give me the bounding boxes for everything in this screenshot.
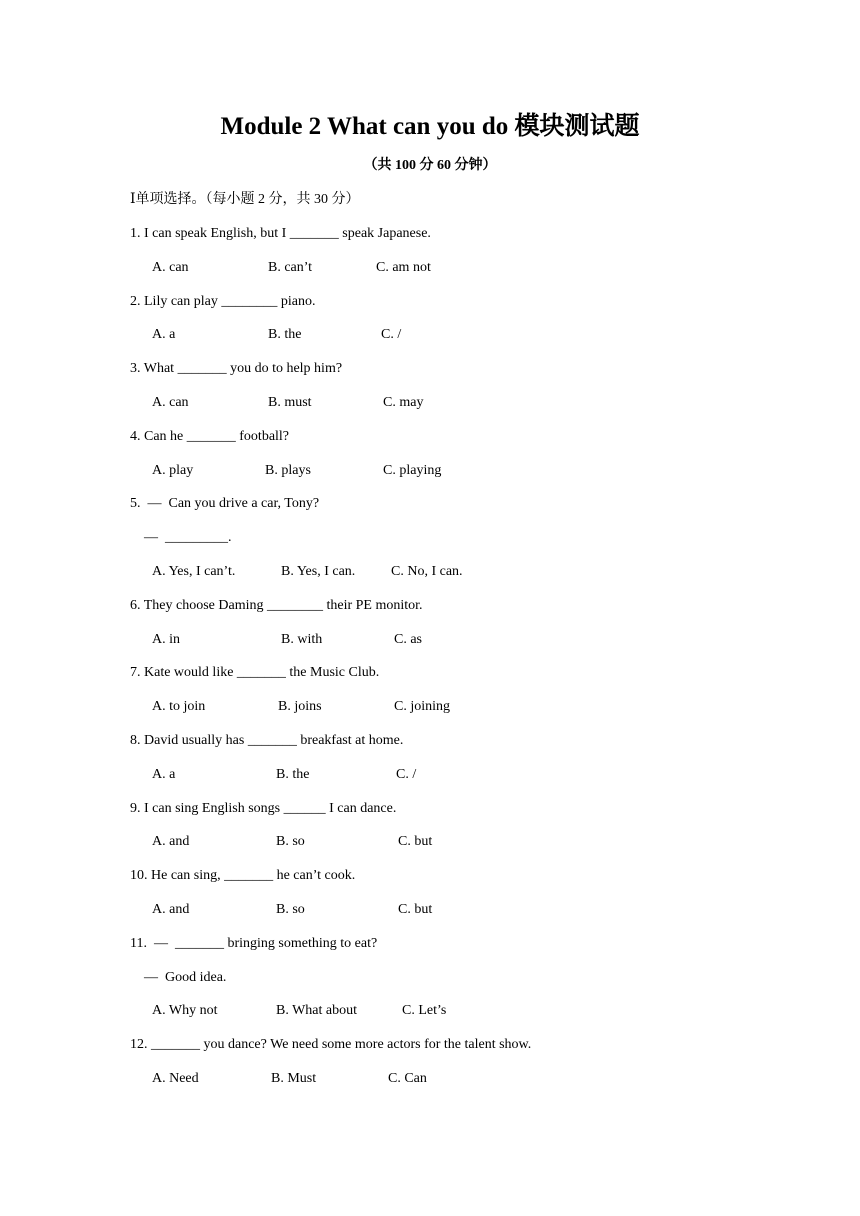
page-subtitle: （共 100 分 60 分钟） [363, 158, 497, 173]
answer-option: A. Yes, I can’t. [152, 563, 236, 579]
answer-options [130, 630, 770, 664]
answer-option: C. but [398, 834, 433, 850]
answer-option: C. playing [383, 462, 442, 478]
answer-options [130, 765, 770, 799]
answer-option: B. plays [265, 462, 311, 478]
question-item [130, 596, 770, 664]
answer-options [130, 258, 770, 292]
question-stem: 12. _______ you dance? We need some more actors for the talent show. [130, 1037, 532, 1053]
answer-option: B. Must [271, 1070, 317, 1086]
answer-option: A. Need [152, 1070, 199, 1086]
question-stem: 7. Kate would like _______ the Music Club. [130, 665, 380, 681]
answer-option: C. but [398, 901, 433, 917]
answer-option: C. Can [388, 1070, 427, 1086]
question-item [130, 663, 770, 731]
answer-option: B. with [281, 631, 323, 647]
answer-option: C. joining [394, 699, 451, 715]
question-item [130, 799, 770, 867]
answer-option: B. must [268, 394, 312, 410]
answer-option: C. Let’s [402, 1003, 447, 1019]
question-item [130, 427, 770, 495]
answer-option: A. and [152, 834, 190, 850]
answer-options [130, 697, 770, 731]
question-response-line: — Good idea. [144, 969, 227, 985]
question-item [130, 359, 770, 427]
answer-options [130, 900, 770, 934]
answer-options [130, 1069, 770, 1103]
question-item [130, 866, 770, 934]
answer-option: C. / [381, 327, 402, 343]
page-title: Module 2 What can you do 模块测试题 [220, 113, 640, 140]
question-stem: 2. Lily can play ________ piano. [130, 293, 316, 309]
answer-option: A. play [152, 462, 194, 478]
answer-options [130, 832, 770, 866]
answer-options [130, 393, 770, 427]
answer-options [130, 562, 770, 596]
answer-option: B. the [276, 766, 310, 782]
question-item [130, 292, 770, 360]
answer-options [130, 461, 770, 495]
question-item [130, 731, 770, 799]
answer-option: A. a [152, 327, 176, 343]
answer-option: C. / [396, 766, 417, 782]
answer-options [130, 1001, 770, 1035]
question-item [130, 1035, 770, 1103]
answer-option: A. to join [152, 699, 206, 715]
question-stem: 1. I can speak English, but I _______ speak Japanese. [130, 226, 431, 241]
answer-option: C. may [383, 394, 424, 410]
answer-option: C. am not [376, 259, 431, 275]
question-stem: 8. David usually has _______ breakfast at home. [130, 732, 404, 748]
answer-option: B. Yes, I can. [281, 563, 356, 579]
question-stem: 4. Can he _______ football? [130, 428, 290, 444]
question-item [130, 494, 770, 595]
answer-option: A. in [152, 631, 180, 647]
answer-option: A. can [152, 259, 189, 275]
question-response-line: — _________. [144, 530, 232, 546]
answer-option: C. as [394, 631, 422, 647]
question-item [130, 224, 770, 292]
answer-option: B. so [276, 901, 305, 917]
answer-options [130, 325, 770, 359]
question-item [130, 934, 770, 1035]
answer-option: A. Why not [152, 1003, 218, 1019]
question-stem: 10. He can sing, _______ he can’t cook. [130, 868, 356, 884]
question-stem: 11. — _______ bringing something to eat? [130, 935, 378, 951]
question-stem: 3. What _______ you do to help him? [130, 361, 343, 377]
question-stem: 6. They choose Daming ________ their PE monitor. [130, 597, 423, 613]
question-list [130, 224, 770, 1103]
question-stem: 5. — Can you drive a car, Tony? [130, 496, 320, 512]
answer-option: B. so [276, 834, 305, 850]
answer-option: B. joins [278, 699, 322, 715]
answer-option: B. What about [276, 1003, 358, 1019]
answer-option: C. No, I can. [391, 563, 463, 579]
answer-option: A. can [152, 394, 189, 410]
answer-option: A. a [152, 766, 176, 782]
section-heading: Ⅰ单项选择。（每小题 2 分，共 30 分） [130, 192, 360, 207]
question-stem: 9. I can sing English songs ______ I can dance. [130, 800, 397, 816]
answer-option: B. can’t [268, 259, 313, 275]
answer-option: B. the [268, 327, 302, 343]
answer-option: A. and [152, 901, 190, 917]
